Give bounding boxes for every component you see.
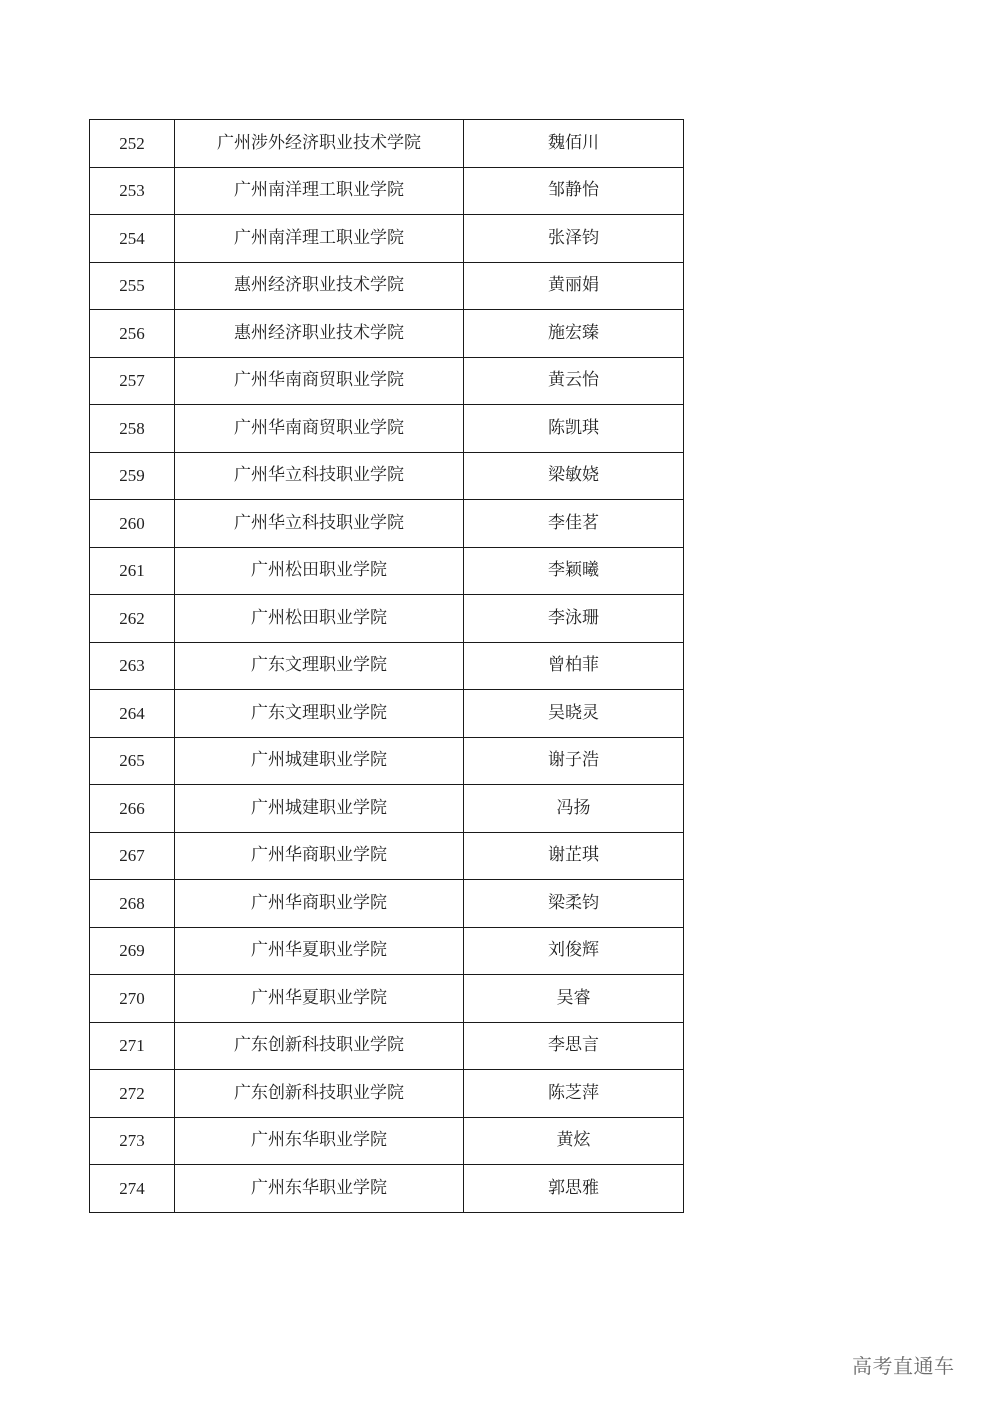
row-number-cell: 260 <box>90 500 175 548</box>
row-number-cell: 268 <box>90 880 175 928</box>
school-name-cell: 广州华南商贸职业学院 <box>175 357 464 405</box>
row-number-cell: 252 <box>90 120 175 168</box>
table-row <box>90 1165 684 1213</box>
table-row <box>90 357 684 405</box>
student-name-cell: 施宏臻 <box>464 310 684 358</box>
student-name-cell: 黄云怡 <box>464 357 684 405</box>
row-number-cell: 254 <box>90 215 175 263</box>
student-name-cell: 李颖曦 <box>464 547 684 595</box>
school-name-cell: 广东创新科技职业学院 <box>175 1070 464 1118</box>
student-name-cell: 黄炫 <box>464 1117 684 1165</box>
school-name-cell: 广州南洋理工职业学院 <box>175 215 464 263</box>
table-row <box>90 500 684 548</box>
row-number-cell: 267 <box>90 832 175 880</box>
table-row <box>90 642 684 690</box>
school-name-cell: 广州松田职业学院 <box>175 547 464 595</box>
table-row <box>90 595 684 643</box>
row-number-cell: 271 <box>90 1022 175 1070</box>
student-name-cell: 谢子浩 <box>464 737 684 785</box>
school-name-cell: 广州东华职业学院 <box>175 1165 464 1213</box>
row-number-cell: 265 <box>90 737 175 785</box>
school-name-cell: 广州华夏职业学院 <box>175 975 464 1023</box>
school-name-cell: 广州松田职业学院 <box>175 595 464 643</box>
row-number-cell: 266 <box>90 785 175 833</box>
row-number-cell: 270 <box>90 975 175 1023</box>
table-row <box>90 832 684 880</box>
row-number-cell: 258 <box>90 405 175 453</box>
school-name-cell: 广州华南商贸职业学院 <box>175 405 464 453</box>
student-name-cell: 魏佰川 <box>464 120 684 168</box>
student-name-cell: 邹静怡 <box>464 167 684 215</box>
school-name-cell: 广州华立科技职业学院 <box>175 500 464 548</box>
student-name-cell: 曾柏菲 <box>464 642 684 690</box>
row-number-cell: 272 <box>90 1070 175 1118</box>
table-row <box>90 167 684 215</box>
table-row <box>90 262 684 310</box>
student-name-cell: 谢芷琪 <box>464 832 684 880</box>
table-row <box>90 1070 684 1118</box>
student-name-cell: 黄丽娟 <box>464 262 684 310</box>
student-name-cell: 梁柔钧 <box>464 880 684 928</box>
student-name-cell: 陈凯琪 <box>464 405 684 453</box>
table-row <box>90 975 684 1023</box>
school-name-cell: 广东创新科技职业学院 <box>175 1022 464 1070</box>
table-row <box>90 452 684 500</box>
table-row <box>90 1022 684 1070</box>
row-number-cell: 259 <box>90 452 175 500</box>
row-number-cell: 257 <box>90 357 175 405</box>
row-number-cell: 263 <box>90 642 175 690</box>
watermark-text: 高考直通车 <box>852 1354 955 1378</box>
student-name-cell: 吴睿 <box>464 975 684 1023</box>
student-name-cell: 梁敏娆 <box>464 452 684 500</box>
table-row <box>90 310 684 358</box>
table-row <box>90 120 684 168</box>
table-row <box>90 405 684 453</box>
student-name-cell: 冯扬 <box>464 785 684 833</box>
student-name-cell: 刘俊辉 <box>464 927 684 975</box>
row-number-cell: 264 <box>90 690 175 738</box>
student-name-cell: 李思言 <box>464 1022 684 1070</box>
student-name-cell: 陈芝萍 <box>464 1070 684 1118</box>
table-row <box>90 547 684 595</box>
table-row <box>90 737 684 785</box>
school-name-cell: 广州城建职业学院 <box>175 785 464 833</box>
row-number-cell: 262 <box>90 595 175 643</box>
student-name-cell: 郭思雅 <box>464 1165 684 1213</box>
student-name-cell: 吴晓灵 <box>464 690 684 738</box>
row-number-cell: 253 <box>90 167 175 215</box>
table-row <box>90 880 684 928</box>
school-name-cell: 惠州经济职业技术学院 <box>175 262 464 310</box>
row-number-cell: 255 <box>90 262 175 310</box>
table-row <box>90 215 684 263</box>
school-name-cell: 惠州经济职业技术学院 <box>175 310 464 358</box>
school-name-cell: 广州华立科技职业学院 <box>175 452 464 500</box>
row-number-cell: 261 <box>90 547 175 595</box>
student-name-cell: 张泽钧 <box>464 215 684 263</box>
row-number-cell: 269 <box>90 927 175 975</box>
school-name-cell: 广州华夏职业学院 <box>175 927 464 975</box>
row-number-cell: 274 <box>90 1165 175 1213</box>
student-name-cell: 李泳珊 <box>464 595 684 643</box>
school-name-cell: 广州涉外经济职业技术学院 <box>175 120 464 168</box>
school-name-cell: 广东文理职业学院 <box>175 642 464 690</box>
row-number-cell: 273 <box>90 1117 175 1165</box>
row-number-cell: 256 <box>90 310 175 358</box>
school-name-cell: 广州华商职业学院 <box>175 832 464 880</box>
table-row <box>90 785 684 833</box>
school-name-cell: 广州南洋理工职业学院 <box>175 167 464 215</box>
school-name-cell: 广州东华职业学院 <box>175 1117 464 1165</box>
table-row <box>90 690 684 738</box>
student-name-cell: 李佳茗 <box>464 500 684 548</box>
roster-table <box>89 119 684 1213</box>
school-name-cell: 广州华商职业学院 <box>175 880 464 928</box>
table-row <box>90 1117 684 1165</box>
roster-table-body <box>90 120 684 1213</box>
school-name-cell: 广东文理职业学院 <box>175 690 464 738</box>
school-name-cell: 广州城建职业学院 <box>175 737 464 785</box>
table-row <box>90 927 684 975</box>
